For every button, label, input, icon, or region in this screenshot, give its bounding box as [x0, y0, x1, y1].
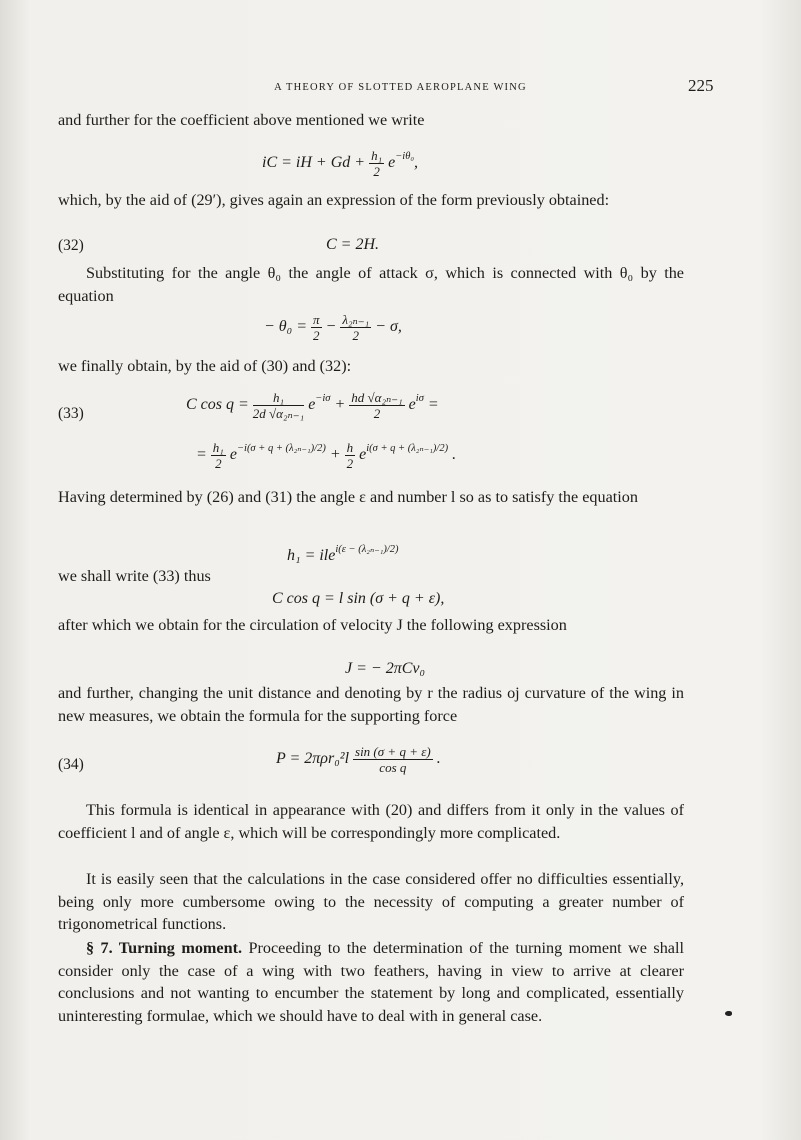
- formula-34: P = 2πρr₀²l $\frac{\sin (\sigma + q + \varepsilon)}{\text{cos q}}$ .: [276, 744, 441, 775]
- paragraph-1: and further for the coefficient above mentioned we write: [58, 111, 425, 129]
- paragraph-4: we finally obtain, by the aid of (30) and (32):: [58, 357, 352, 375]
- equation-number-34: (34): [58, 756, 84, 773]
- section-title: § 7. Turning moment.: [86, 939, 243, 957]
- page-number: 225: [688, 76, 714, 95]
- formula-h1: h₁ = ile$^{i(\varepsilon - (\lambda_{2n-1})/2)}$: [287, 544, 399, 564]
- paragraph-5: Having determined by (26) and (31) the angle ε and number l so as to satisfy the equation: [58, 488, 638, 506]
- ink-mark: [725, 1011, 732, 1016]
- equation-number-33: (33): [58, 405, 84, 422]
- paragraph-2: which, by the aid of (29′), gives again an expression of the form previously obtained:: [58, 191, 610, 209]
- paragraph-9: This formula is identical in appearance with (20) and differs from it only in the values of coefficient l and of angle ε, which will be correspondingly more complicated.: [58, 801, 684, 842]
- formula-32: C = 2H.: [326, 236, 380, 253]
- formula-33-line-2: = $\frac{\text{h₁}}{2}$ $e^{-i(\sigma + q + (\lambda_{2n-1})/2)}$ + $\frac{h}{2}$ $e^{i(\sigma + q + (\lambda_{2n-1})/2)}$ .: [196, 440, 457, 471]
- paragraph-10: It is easily seen that the calculations in the case considered offer no difficulties essentially, being only more cumbersome owing to the necessity of computing a greater number of trigonometrical functions.: [58, 870, 684, 933]
- formula-J: J = − 2πCv₀: [345, 660, 426, 677]
- paragraph-7: after which we obtain for the circulation of velocity J the following expression: [58, 616, 567, 634]
- equation-number-32: (32): [58, 237, 84, 254]
- formula-cos-q: C cos q = l sin (σ + q + ε),: [272, 590, 445, 607]
- running-title: A THEORY OF SLOTTED AEROPLANE WING: [274, 82, 527, 93]
- paragraph-8: and further, changing the unit distance and denoting by r the radius oj curvature of the wing in new measures, we obtain the formula for the supporting force: [58, 684, 684, 725]
- paragraph-6: we shall write (33) thus: [58, 567, 211, 585]
- formula-33-line-1: C cos q = $\frac{\text{h₁}}{\text{2d √α₂ₙ₋₁}}$ $e^{-i\sigma}$ + $\frac{\text{hd √α₂ₙ₋₁}}{2}$ $e^{i\sigma}$ =: [186, 390, 439, 421]
- formula-theta: − θ₀ = $\frac{\pi}{2}$ − $\frac{\text{λ₂ₙ₋₁}}{2}$ − σ,: [264, 312, 402, 343]
- formula-iC: iC = iH + Gd + $\frac{\text{h₁}}{2}$ $e^{-i\theta_0}$,: [262, 148, 419, 179]
- paragraph-11: § 7. Turning moment. Proceeding to the determination of the turning moment we shall consider only the case of a wing with two feathers, having in view to arrive at clearer conclusions and not wanting to encumber the statement by long and complicated, essentially uninteresting formulae, which we should have to deal with in general case.: [58, 939, 684, 1025]
- paragraph-3: Substituting for the angle θ₀ the angle of attack σ, which is connected with θ₀ by the equation: [58, 264, 684, 305]
